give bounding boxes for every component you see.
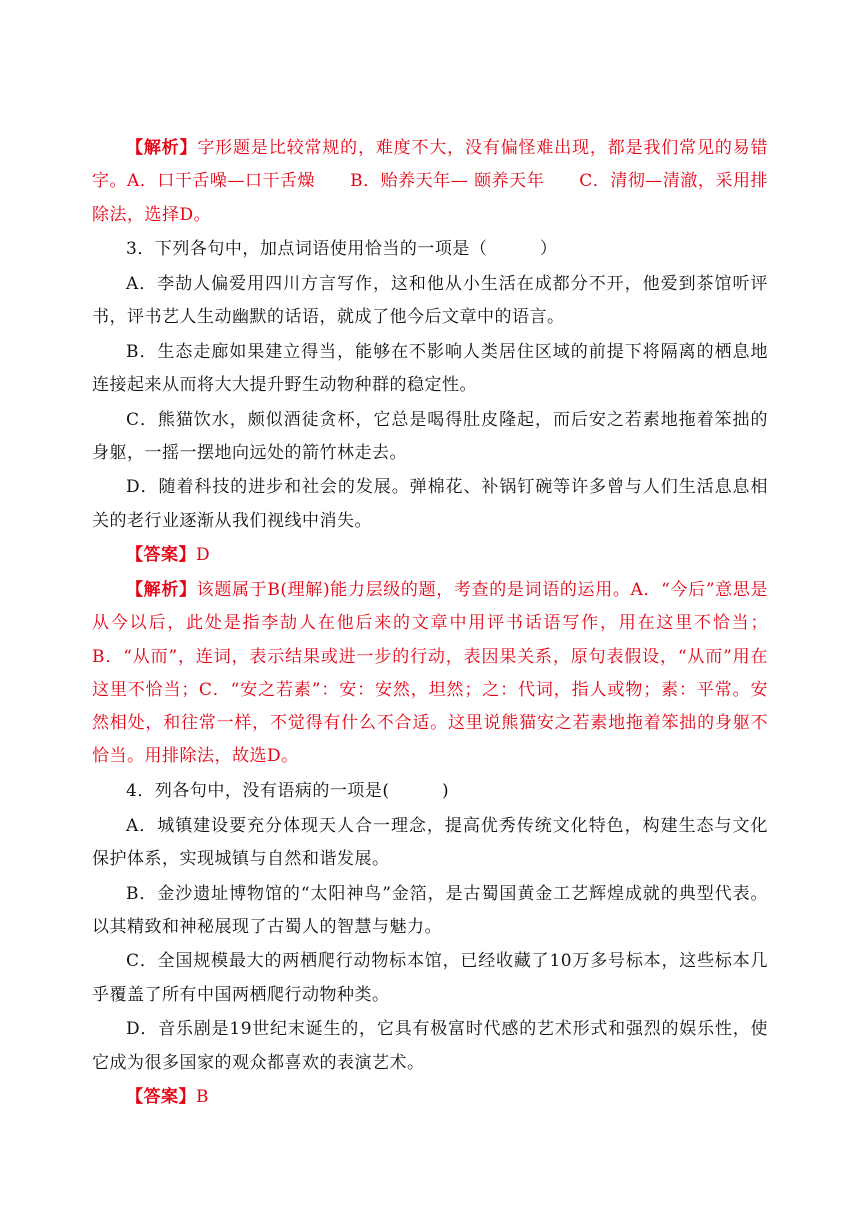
answer-text: D [196, 545, 211, 566]
question-4-option-c: C．全国规模最大的两栖爬行动物标本馆，已经收藏了10万多号标本，这些标本几乎覆盖了所有中国两栖爬行动物种类。 [92, 951, 768, 1005]
analysis-tag: 【解析】 [126, 138, 198, 158]
question-4-option-b: B．金沙遗址博物馆的“太阳神鸟”金箔，是古蜀国黄金工艺辉煌成就的典型代表。以其精致和神秘展现了古蜀人的智慧与魅力。 [92, 883, 768, 937]
question-4-stem: 4．列各句中，没有语病的一项是( ) [126, 781, 450, 802]
question-4-option-a: A．城镇建设要充分体现天人合一理念，提高优秀传统文化特色，构建生态与文化保护体系，实现城镇与自然和谐发展。 [92, 815, 768, 869]
answer-tag: 【答案】 [126, 1087, 196, 1108]
question-3-stem: 3．下列各句中，加点词语使用恰当的一项是（ ） [126, 239, 558, 260]
question-3-option-d: D．随着科技的进步和社会的发展。弹棉花、补锅钉碗等许多曾与人们生活息息相关的老行业逐渐从我们视线中消失。 [92, 477, 768, 531]
analysis-tag: 【解析】 [126, 579, 197, 600]
answer-paragraph-q4 [92, 1081, 768, 1114]
answer-paragraph-q3 [92, 539, 768, 572]
question-3-option-a: A．李劼人偏爱用四川方言写作，这和他从小生活在成都分不开，他爱到茶馆听评书，评书艺人生动幽默的话语，就成了他今后文章中的语言。 [92, 273, 768, 328]
question-3-option-c: C．熊猫饮水，颇似酒徒贪杯，它总是喝得肚皮隆起，而后安之若素地拖着笨拙的身躯，一摇一摆地向远处的箭竹林走去。 [92, 409, 768, 463]
analysis-text: 字形题是比较常规的，难度不大，没有偏怪难出现，都是我们常见的易错字。A．口干舌噪—口干舌燥 B．贻养天年— 颐养天年 C．清彻—清澈，采用排除法，选择D。 [92, 138, 769, 225]
answer-text: B [196, 1087, 209, 1108]
analysis-paragraph-q3 [92, 574, 768, 774]
question-4-option-d: D．音乐剧是19世纪末诞生的，它具有极富时代感的艺术形式和强烈的娱乐性，使它成为很多国家的观众都喜欢的表演艺术。 [92, 1019, 768, 1073]
analysis-paragraph-q2 [92, 132, 768, 232]
analysis-text: 该题属于B(理解)能力层级的题，考查的是词语的运用。A．“今后”意思是从今以后，此处是指李劼人在他后来的文章中用评书话语写作，用在这里不恰当；B．“从而”，连词，表示结果或进一步的行动，表因果关系，原句表假设，“从而”用在这里不恰当；C．“安之若素”：安：安然，坦然；之：代词，指人或物；素：平常。安然相处，和往常一样，不觉得有什么不合适。这里说熊猫安之若素地拖着笨拙的身躯不恰当。用排除法，故选D。 [92, 579, 769, 767]
question-3-option-b: B．生态走廊如果建立得当，能够在不影响人类居住区域的前提下将隔离的栖息地连接起来从而将大大提升野生动物种群的稳定性。 [92, 341, 768, 395]
answer-tag: 【答案】 [126, 545, 196, 566]
